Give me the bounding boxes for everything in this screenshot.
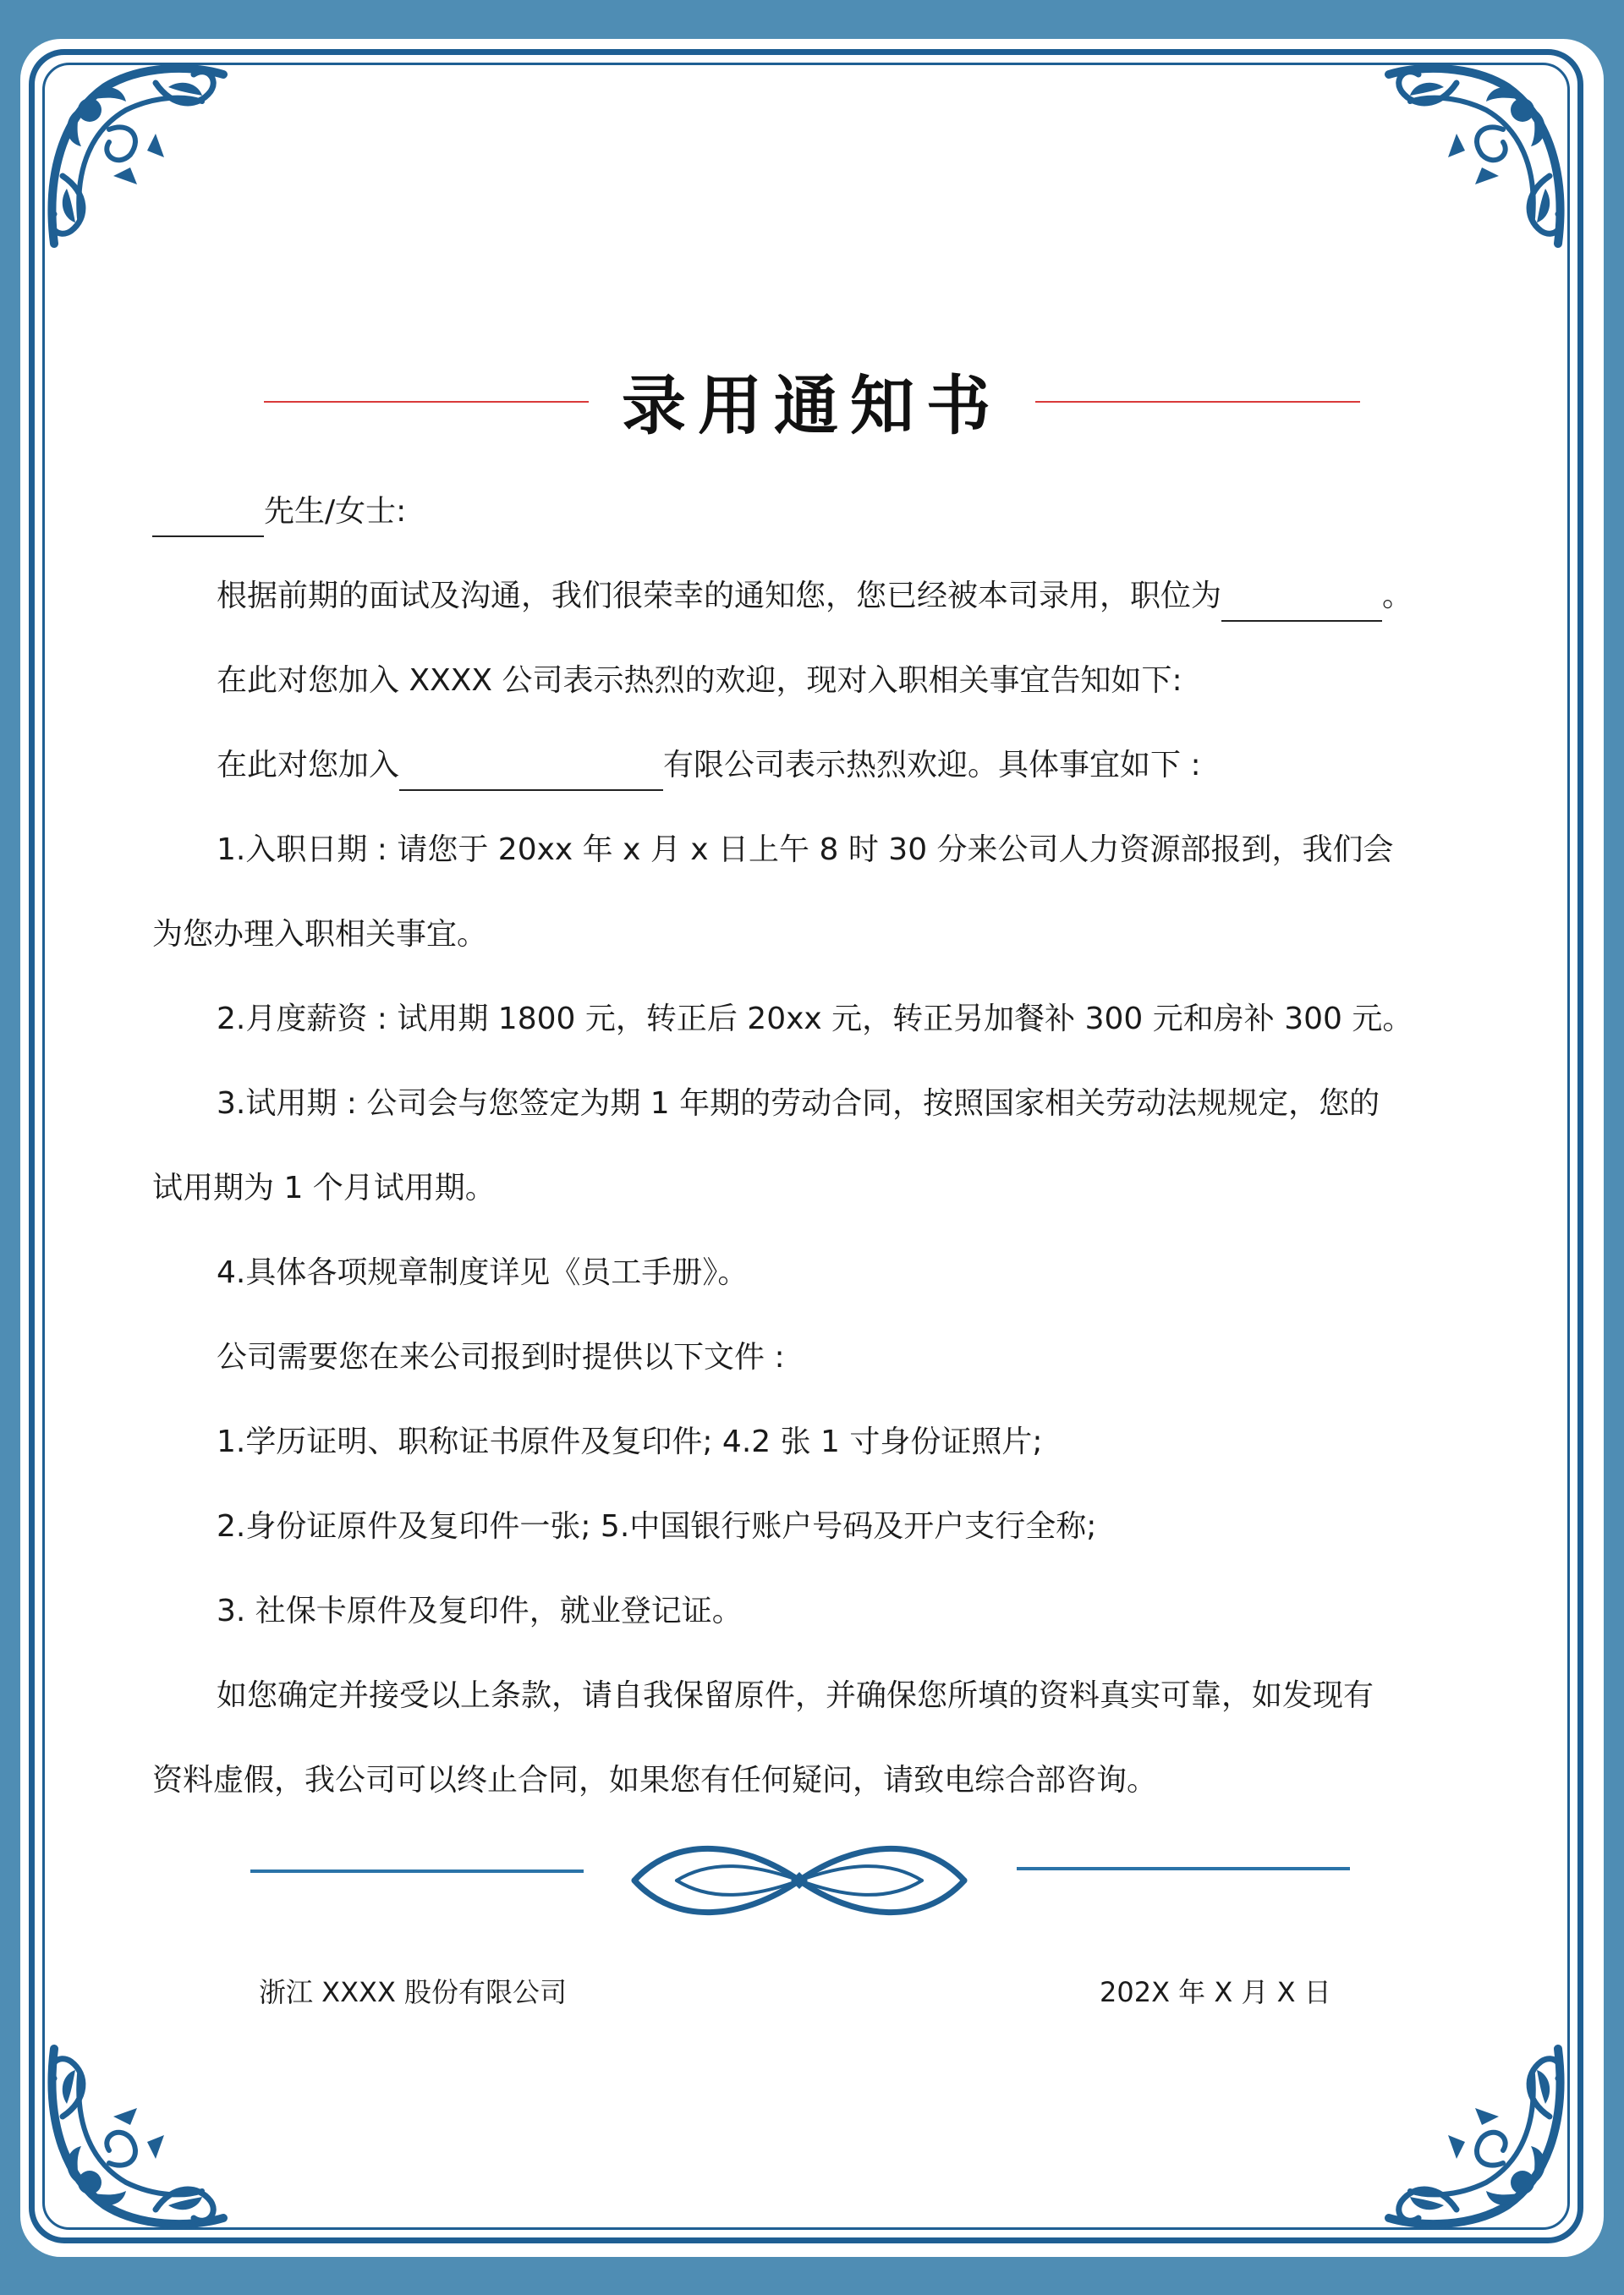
item-1-line-2: 为您办理入职相关事宜。 xyxy=(152,917,488,952)
item-1-line-1: 1.入职日期 : 请您于 20xx 年 x 月 x 日上午 8 时 30 分来公司人力资源部报到，我们会 xyxy=(217,832,1394,867)
document-item-3: 3. 社保卡原件及复印件，就业登记证。 xyxy=(217,1594,743,1628)
title-row xyxy=(0,355,1624,457)
documents-intro: 公司需要您在来公司报到时提供以下文件 : xyxy=(217,1340,785,1375)
paragraph-3 xyxy=(217,740,1201,791)
corner-ornament-icon xyxy=(29,49,240,261)
flourish-divider-icon xyxy=(626,1834,973,1927)
position-blank xyxy=(1221,583,1382,622)
closing-line-2: 资料虚假，我公司可以终止合同，如果您有任何疑问，请致电综合部咨询。 xyxy=(152,1763,1158,1798)
corner-ornament-icon xyxy=(1372,49,1583,261)
page-title: 录用通知书 xyxy=(622,368,1002,443)
footer-rule-right xyxy=(1017,1867,1350,1870)
closing-line-1: 如您确定并接受以上条款，请自我保留原件，并确保您所填的资料真实可靠，如发现有 xyxy=(217,1678,1374,1713)
company-name: 浙江 XXXX 股份有限公司 xyxy=(259,1976,568,2008)
paragraph-1-text: 根据前期的面试及沟通，我们很荣幸的通知您，您已经被本司录用，职位为 xyxy=(217,579,1222,613)
document-item-1: 1.学历证明、职称证书原件及复印件; 4.2 张 1 寸身份证照片; xyxy=(217,1425,1043,1459)
issue-date: 202X 年 X 月 X 日 xyxy=(1100,1976,1331,2008)
company-blank xyxy=(399,752,663,791)
title-rule-right xyxy=(1035,401,1360,403)
item-3-line-1: 3.试用期 : 公司会与您签定为期 1 年期的劳动合同，按照国家相关劳动法规规定，您的 xyxy=(217,1086,1380,1121)
item-4: 4.具体各项规章制度详见《员工手册》。 xyxy=(217,1255,749,1290)
paragraph-3-end: 有限公司表示热烈欢迎。具体事宜如下 : xyxy=(663,748,1201,782)
paragraph-1 xyxy=(217,571,1413,622)
salutation: 先生/女士: xyxy=(264,494,407,529)
salutation-line xyxy=(152,486,406,537)
item-2: 2.月度薪资 : 试用期 1800 元，转正后 20xx 元，转正另加餐补 300 元和房补 300 元。 xyxy=(217,1002,1413,1036)
paragraph-3-start: 在此对您加入 xyxy=(217,748,400,782)
corner-ornament-icon xyxy=(29,2032,240,2243)
title-rule-left xyxy=(264,401,589,403)
item-3-line-2: 试用期为 1 个月试用期。 xyxy=(152,1171,496,1205)
footer-rule-left xyxy=(250,1869,584,1873)
name-blank xyxy=(152,498,264,537)
paragraph-1-end: 。 xyxy=(1382,579,1413,613)
document-item-2: 2.身份证原件及复印件一张; 5.中国银行账户号码及开户支行全称; xyxy=(217,1509,1097,1544)
corner-ornament-icon xyxy=(1372,2032,1583,2243)
paragraph-2: 在此对您加入 XXXX 公司表示热烈的欢迎，现对入职相关事宜告知如下: xyxy=(217,663,1182,698)
